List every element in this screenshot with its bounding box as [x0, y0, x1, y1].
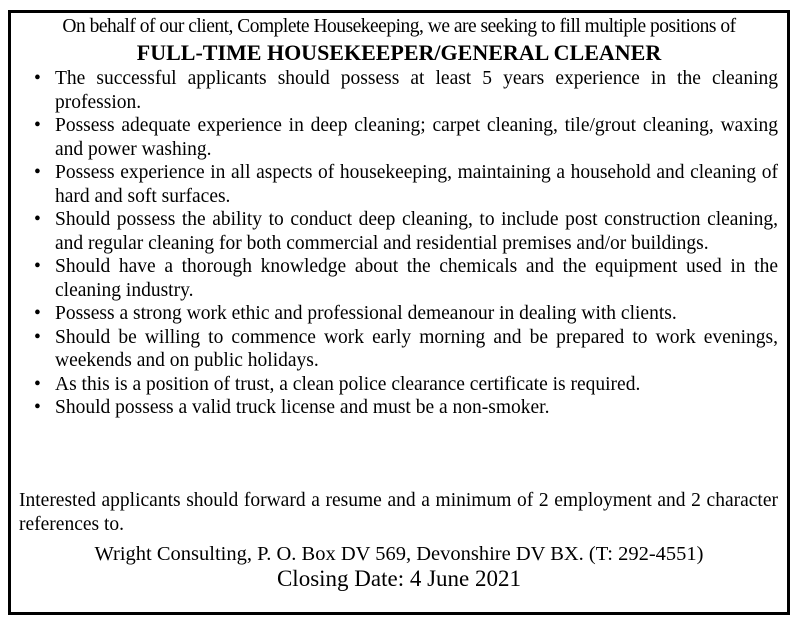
requirement-text: Should possess the ability to conduct deep cleaning, to include post construction cleaning, and regular cleaning for both commercial and residential premises and/or buildings. [55, 209, 778, 254]
requirement-item [11, 67, 787, 114]
bullet-icon: • [34, 397, 41, 418]
requirement-item [11, 373, 787, 397]
bullet-icon: • [34, 373, 41, 395]
requirements-list [11, 67, 787, 420]
requirement-text: As this is a position of trust, a clean police clearance certificate is required. [55, 373, 641, 395]
job-advertisement [8, 10, 790, 615]
bullet-icon: • [34, 115, 41, 136]
requirement-text: The successful applicants should possess at least 5 years experience in the cleaning profession. [55, 68, 778, 113]
requirement-item [11, 208, 787, 255]
intro-text: On behalf of our client, Complete Housekeeping, we are seeking to fill multiple positions of [62, 16, 736, 37]
closing-date: Closing Date: 4 June 2021 [276, 566, 522, 591]
bullet-icon: • [34, 326, 41, 348]
job-title: FULL-TIME HOUSEKEEPER/GENERAL CLEANER [136, 40, 662, 65]
bullet-icon: • [34, 68, 41, 89]
requirement-item [11, 326, 787, 373]
bullet-icon: • [34, 256, 41, 277]
contact-details: Wright Consulting, P. O. Box DV 569, Devonshire DV BX. (T: 292-4551) [94, 543, 704, 565]
requirement-text: Possess experience in all aspects of housekeeping, maintaining a household and cleaning of hard and soft surfaces. [55, 162, 778, 207]
requirement-text: Should be willing to commence work early morning and be prepared to work evenings, weekends and on public holidays. [55, 326, 778, 371]
application-instructions: Interested applicants should forward a resume and a minimum of 2 employment and 2 character references to. [19, 490, 778, 535]
bullet-icon: • [34, 209, 41, 230]
bullet-icon: • [34, 303, 41, 324]
requirement-text: Possess adequate experience in deep cleaning; carpet cleaning, tile/grout cleaning, waxing and power washing. [55, 115, 778, 160]
requirement-item [11, 114, 787, 161]
requirement-item [11, 255, 787, 302]
requirement-item [11, 396, 787, 420]
requirement-text: Possess a strong work ethic and professional demeanour in dealing with clients. [55, 303, 677, 324]
requirement-text: Should possess a valid truck license and must be a non-smoker. [55, 397, 550, 418]
bullet-icon: • [34, 162, 41, 183]
requirement-item [11, 302, 787, 326]
requirement-text: Should have a thorough knowledge about the chemicals and the equipment used in the cleaning industry. [55, 256, 778, 301]
requirement-item [11, 161, 787, 208]
